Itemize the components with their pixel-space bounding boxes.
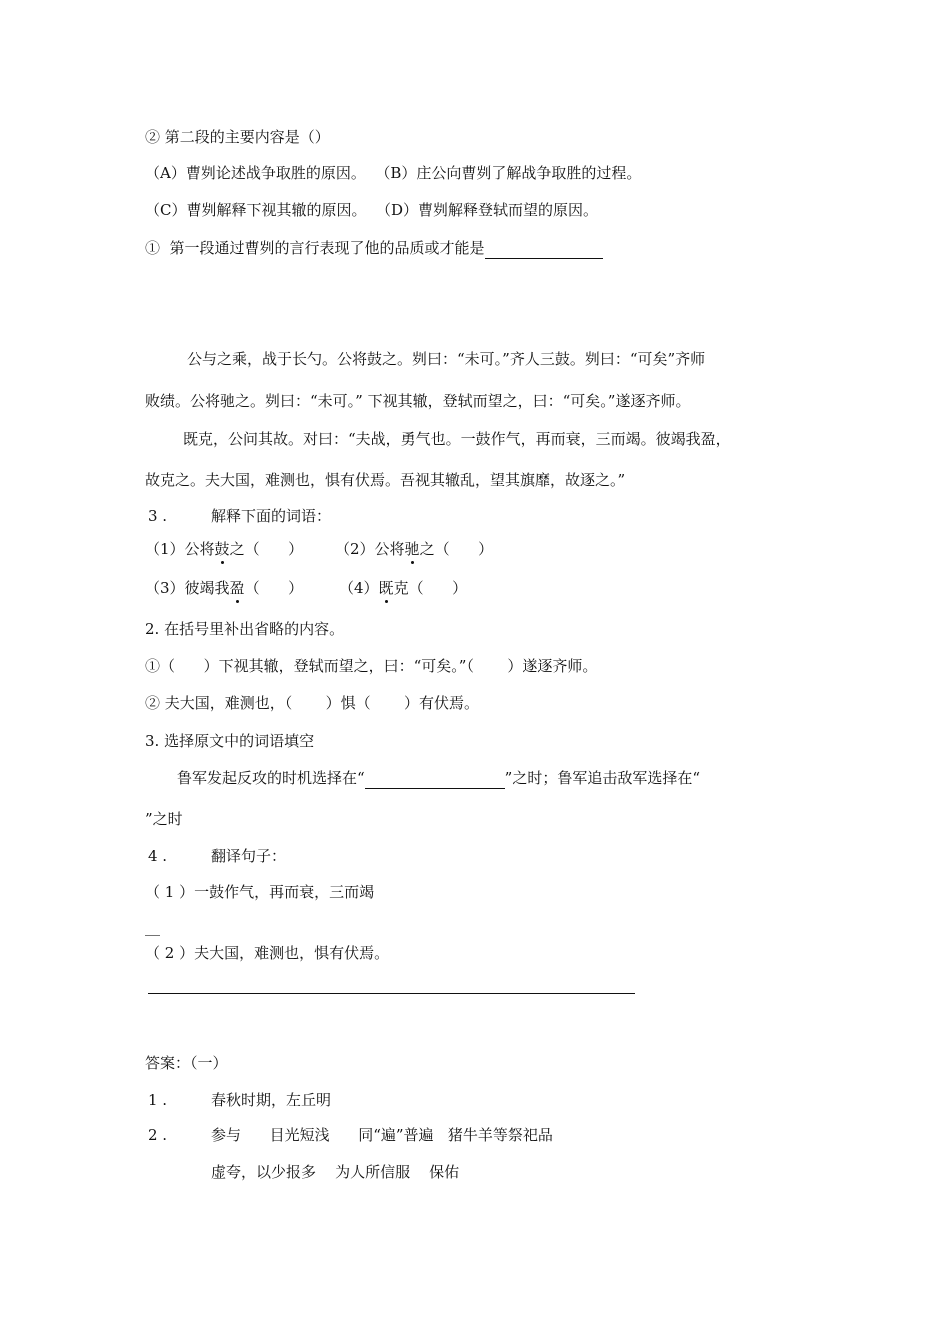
passage-p1-line1: 公与之乘，战于长勺。公将鼓之。刿曰：“未可。”齐人三鼓。刿曰：“可矣”齐师: [187, 350, 706, 368]
q3-item-2: [335, 539, 493, 559]
q4-sentence-2: （ 2 ）夫大国，难测也，惧有伏焉。: [145, 944, 390, 962]
q3-item-1-pre: （1）公将: [145, 540, 215, 558]
fill-line-1: ①（ ）下视其辙，登轼而望之，曰：“可矣。”（ ）遂逐齐师。: [145, 657, 598, 675]
answer-1: 春秋时期，左丘明: [211, 1091, 332, 1109]
q2-stem: ② 第二段的主要内容是（）: [145, 128, 330, 146]
choose-line-1: [177, 768, 700, 789]
q3-item-2-post: 之（ ）: [419, 540, 494, 558]
fill-line-2: ② 夫大国，难测也，（ ）惧（ ）有伏焉。: [145, 694, 480, 712]
q3-item-1-post: 之（ ）: [229, 540, 304, 558]
q2-options-ab: （A）曹刿论述战争取胜的原因。 （B）庄公向曹刿了解战争取胜的过程。: [145, 164, 642, 182]
q1-stem-text: ① 第一段通过曹刿的言行表现了他的品质或才能是: [145, 239, 485, 257]
q3-item-3-pre: （3）彼竭我: [145, 579, 230, 597]
answer-1-number: 1 .: [148, 1091, 168, 1109]
emphasis-char: 鼓: [214, 540, 230, 558]
q2-options-cd: （C）曹刿解释下视其辙的原因。 （D）曹刿解释登轼而望的原因。: [145, 201, 599, 219]
q4-dash: __: [145, 918, 160, 936]
q3-item-4-pre: （4）: [339, 579, 379, 597]
q3-item-3-post: （ ）: [244, 579, 304, 597]
fill-title: 2. 在括号里补出省略的内容。: [145, 620, 345, 638]
answer-2-line-2: 虚夸，以少报多 为人所信服 保佑: [211, 1163, 460, 1181]
q3-number: 3 .: [148, 507, 168, 525]
q4-title: 翻译句子：: [211, 847, 287, 865]
passage-p2-line2: 故克之。夫大国，难测也，惧有伏焉。吾视其辙乱，望其旗靡，故逐之。”: [145, 471, 626, 489]
answer-blank: [485, 238, 603, 259]
q4-number: 4 .: [148, 847, 168, 865]
q1-stem: [145, 238, 603, 259]
q3-title: 解释下面的词语：: [211, 507, 332, 525]
choose-title: 3. 选择原文中的词语填空: [145, 732, 315, 750]
answer-line: [148, 993, 635, 994]
answer-2-line-1: 参与 目光短浅 同“遍”普遍 猪牛羊等祭祀品: [211, 1126, 553, 1144]
choose-line-1-pre: 鲁军发起反攻的时机选择在“: [177, 769, 365, 787]
q3-item-2-pre: （2）公将: [335, 540, 405, 558]
q3-item-1: [145, 539, 303, 559]
q3-item-4: [339, 578, 467, 598]
emphasis-char: 驰: [404, 540, 420, 558]
q3-item-3: [145, 578, 303, 598]
choose-line-1-post: ”之时；鲁军追击敌军选择在“: [504, 769, 701, 787]
passage-p2-line1: 既克，公问其故。对曰：“夫战，勇气也。一鼓作气，再而衰，三而竭。彼竭我盈，: [183, 430, 731, 448]
q3-item-4-post: 克（ ）: [393, 579, 468, 597]
emphasis-char: 既: [378, 579, 394, 597]
answer-blank: [365, 768, 505, 789]
q4-sentence-1: （ 1 ）一鼓作气，再而衰，三而竭: [145, 883, 375, 901]
choose-line-2: ”之时: [145, 810, 183, 828]
emphasis-char: 盈: [229, 579, 245, 597]
answers-heading: 答案：（一）: [145, 1054, 228, 1072]
passage-p1-line2: 败绩。公将驰之。刿曰：“未可。” 下视其辙，登轼而望之，曰：“可矣。”遂逐齐师。: [145, 392, 691, 410]
answer-2-number: 2 .: [148, 1126, 168, 1144]
